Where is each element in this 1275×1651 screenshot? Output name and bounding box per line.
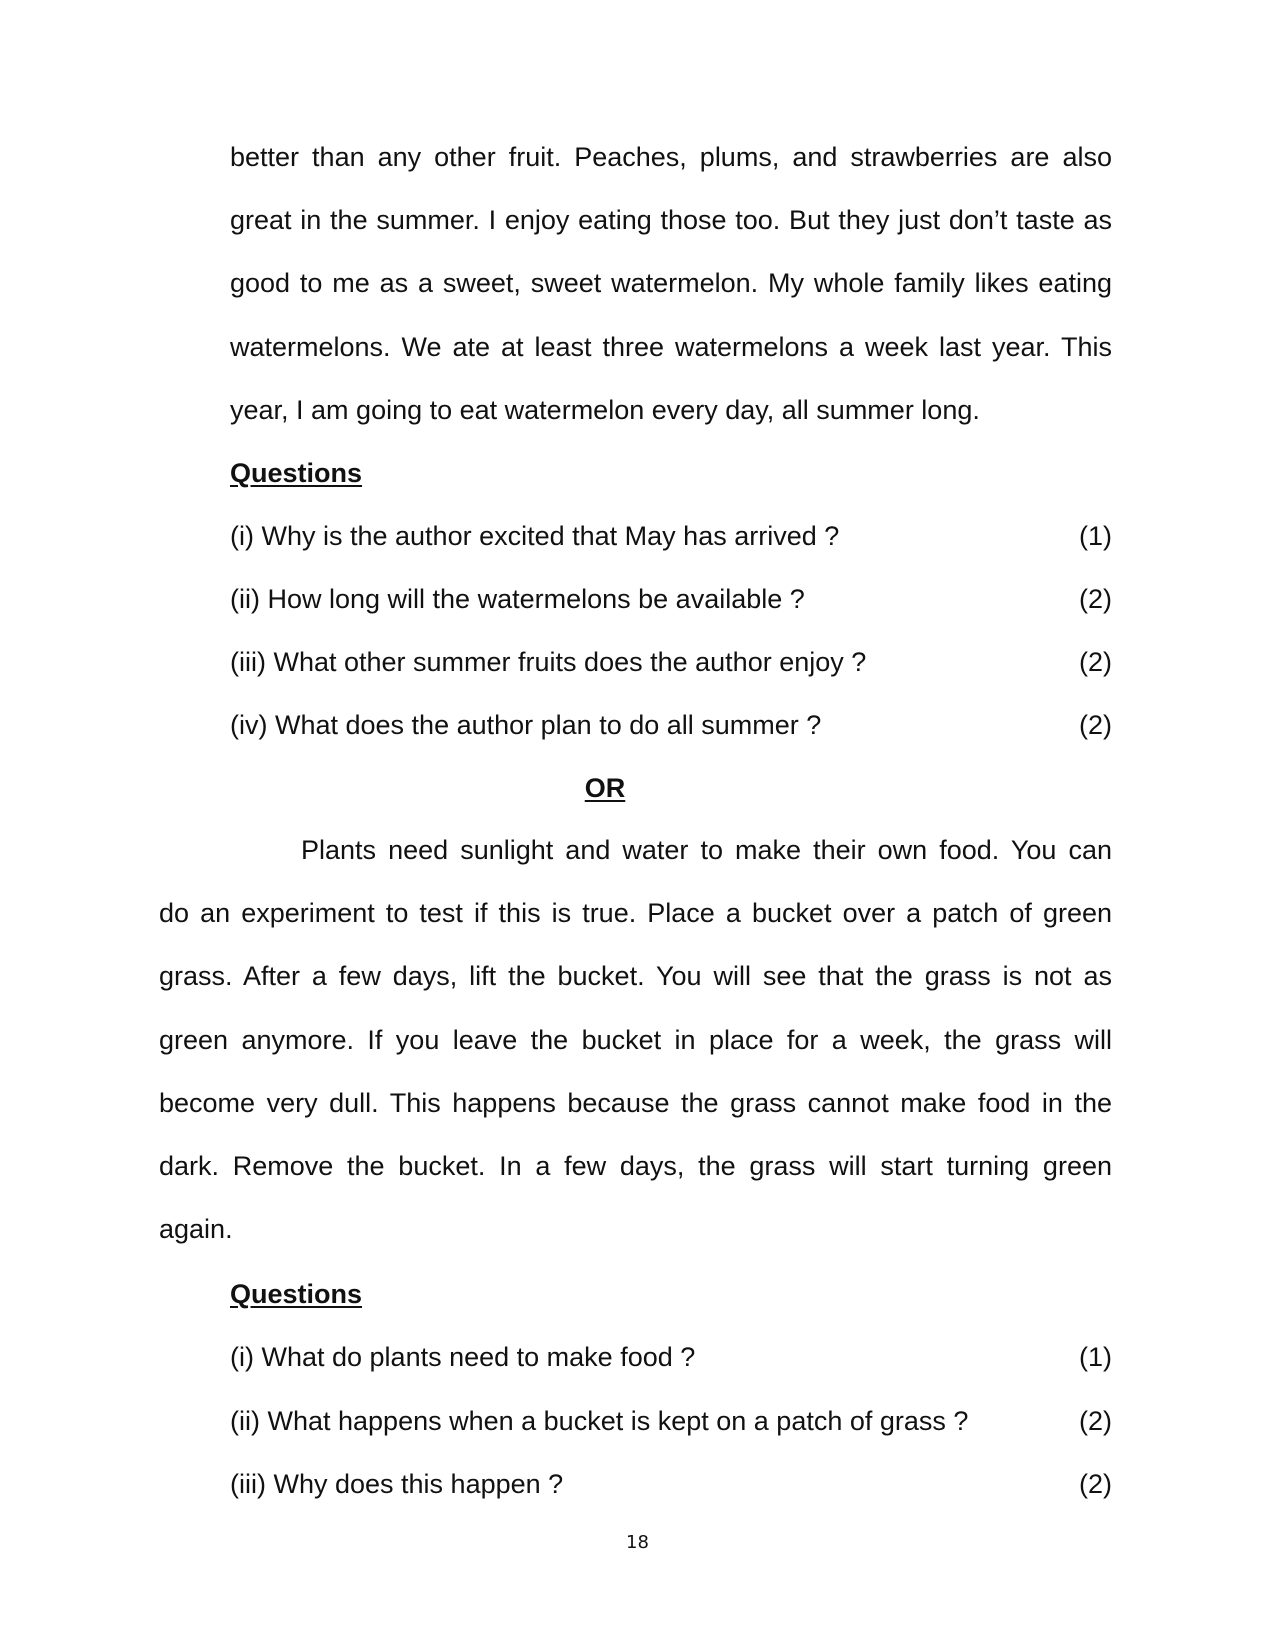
passage-b-line: become very dull. This happens because the grass cannot make food in the — [159, 1087, 1112, 1118]
question-marks: (2) — [1079, 1406, 1112, 1436]
question-marks: (2) — [1079, 647, 1112, 677]
passage-b-line: Plants need sunlight and water to make their own food. You can — [301, 835, 1112, 865]
passage-a-line: year, I am going to eat watermelon every day, all summer long. — [230, 394, 980, 425]
question-text: (iii) What other summer fruits does the author enjoy ? — [230, 647, 867, 677]
question-text: (i) Why is the author excited that May has arrived ? — [230, 521, 840, 551]
passage-a-line: great in the summer. I enjoy eating those too. But they just don’t taste as — [230, 205, 1112, 236]
passage-b-line: grass. After a few days, lift the bucket. You will see that the grass is not as — [159, 961, 1112, 992]
passage-a — [230, 126, 1112, 442]
question-text: (ii) How long will the watermelons be available ? — [230, 584, 805, 614]
question-b-2 — [230, 1404, 1112, 1438]
passage-a-line: good to me as a sweet, sweet watermelon. My whole family likes eating — [230, 268, 1112, 299]
question-b-3 — [230, 1467, 1112, 1501]
passage-b — [159, 819, 1112, 1261]
question-marks: (2) — [1079, 1469, 1112, 1499]
question-a-2 — [230, 582, 1112, 616]
passage-b-line: dark. Remove the bucket. In a few days, the grass will start turning green — [159, 1150, 1112, 1181]
passage-b-line: again. — [159, 1214, 233, 1245]
question-a-3 — [230, 645, 1112, 679]
passage-a-line: watermelons. We ate at least three watermelons a week last year. This — [230, 331, 1112, 362]
question-b-1 — [230, 1340, 1112, 1374]
page-number: 18 — [626, 1532, 649, 1553]
question-marks: (2) — [1079, 584, 1112, 614]
question-text: (iv) What does the author plan to do all summer ? — [230, 710, 822, 740]
or-separator: OR — [584, 773, 626, 803]
question-marks: (1) — [1079, 521, 1112, 551]
question-marks: (2) — [1079, 710, 1112, 740]
questions-b-heading: Questions — [230, 1279, 363, 1309]
questions-a-heading: Questions — [230, 458, 363, 488]
question-text: (ii) What happens when a bucket is kept on a patch of grass ? — [230, 1406, 969, 1436]
question-text: (i) What do plants need to make food ? — [230, 1342, 696, 1372]
question-text: (iii) Why does this happen ? — [230, 1469, 564, 1499]
question-marks: (1) — [1079, 1342, 1112, 1372]
question-a-4 — [230, 708, 1112, 742]
question-a-1 — [230, 519, 1112, 553]
passage-b-line: do an experiment to test if this is true. Place a bucket over a patch of green — [159, 898, 1112, 929]
passage-a-line: better than any other fruit. Peaches, plums, and strawberries are also — [230, 142, 1112, 172]
passage-b-line: green anymore. If you leave the bucket in place for a week, the grass will — [159, 1024, 1112, 1055]
